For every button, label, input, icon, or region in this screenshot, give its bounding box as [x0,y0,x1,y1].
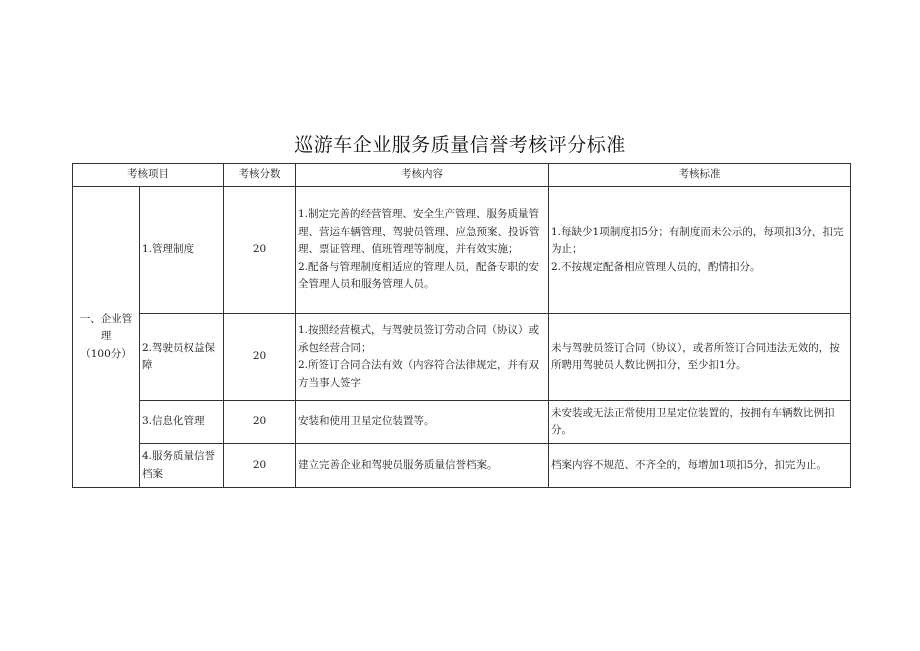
score-cell: 20 [224,401,296,444]
header-content: 考核内容 [296,164,549,187]
standard-cell: 档案内容不规范、不齐全的，每增加1项扣5分，扣完为止。 [549,444,851,488]
header-item: 考核项目 [73,164,224,187]
table-row [73,314,851,401]
group-cell [73,187,140,488]
content-cell: 安装和使用卫星定位装置等。 [296,401,549,444]
standard-cell: 1.每缺少1项制度扣5分；有制度而未公示的，每项扣3分，扣完为止； 2.不按规定配备相应管理人员的，酌情扣分。 [549,187,851,314]
score-cell: 20 [224,314,296,401]
table-row [73,187,851,314]
header-row [73,164,851,187]
header-score: 考核分数 [224,164,296,187]
document-title: 巡游车企业服务质量信誉考核评分标准 [294,134,626,156]
score-cell: 20 [224,444,296,488]
content-cell: 1.制定完善的经营管理、安全生产管理、服务质量管理、营运车辆管理、驾驶员管理、应急预案、投诉管理、票证管理、值班管理等制度，并有效实施； 2.配备与管理制度相适应的管理人员，配备专职的安全管理人员和服务管理人员。 [296,187,549,314]
item-cell: 4.服务质量信誉档案 [140,444,224,488]
group-name: 一、企业管理 [79,312,133,343]
table-row [73,401,851,444]
standard-cell: 未安装或无法正常使用卫星定位装置的，按拥有车辆数比例扣分。 [549,401,851,444]
item-cell: 1.管理制度 [140,187,224,314]
group-score: （100分） [80,347,132,360]
scoring-table [72,163,851,488]
header-standard: 考核标准 [549,164,851,187]
item-cell: 2.驾驶员权益保障 [140,314,224,401]
score-cell: 20 [224,187,296,314]
content-cell: 建立完善企业和驾驶员服务质量信誉档案。 [296,444,549,488]
table-row [73,444,851,488]
content-cell: 1.按照经营模式，与驾驶员签订劳动合同（协议）或承包经营合同； 2.所签订合同合法有效（内容符合法律规定，并有双方当事人签字 [296,314,549,401]
item-cell: 3.信息化管理 [140,401,224,444]
standard-cell: 未与驾驶员签订合同（协议），或者所签订合同违法无效的，按所聘用驾驶员人数比例扣分，至少扣1分。 [549,314,851,401]
